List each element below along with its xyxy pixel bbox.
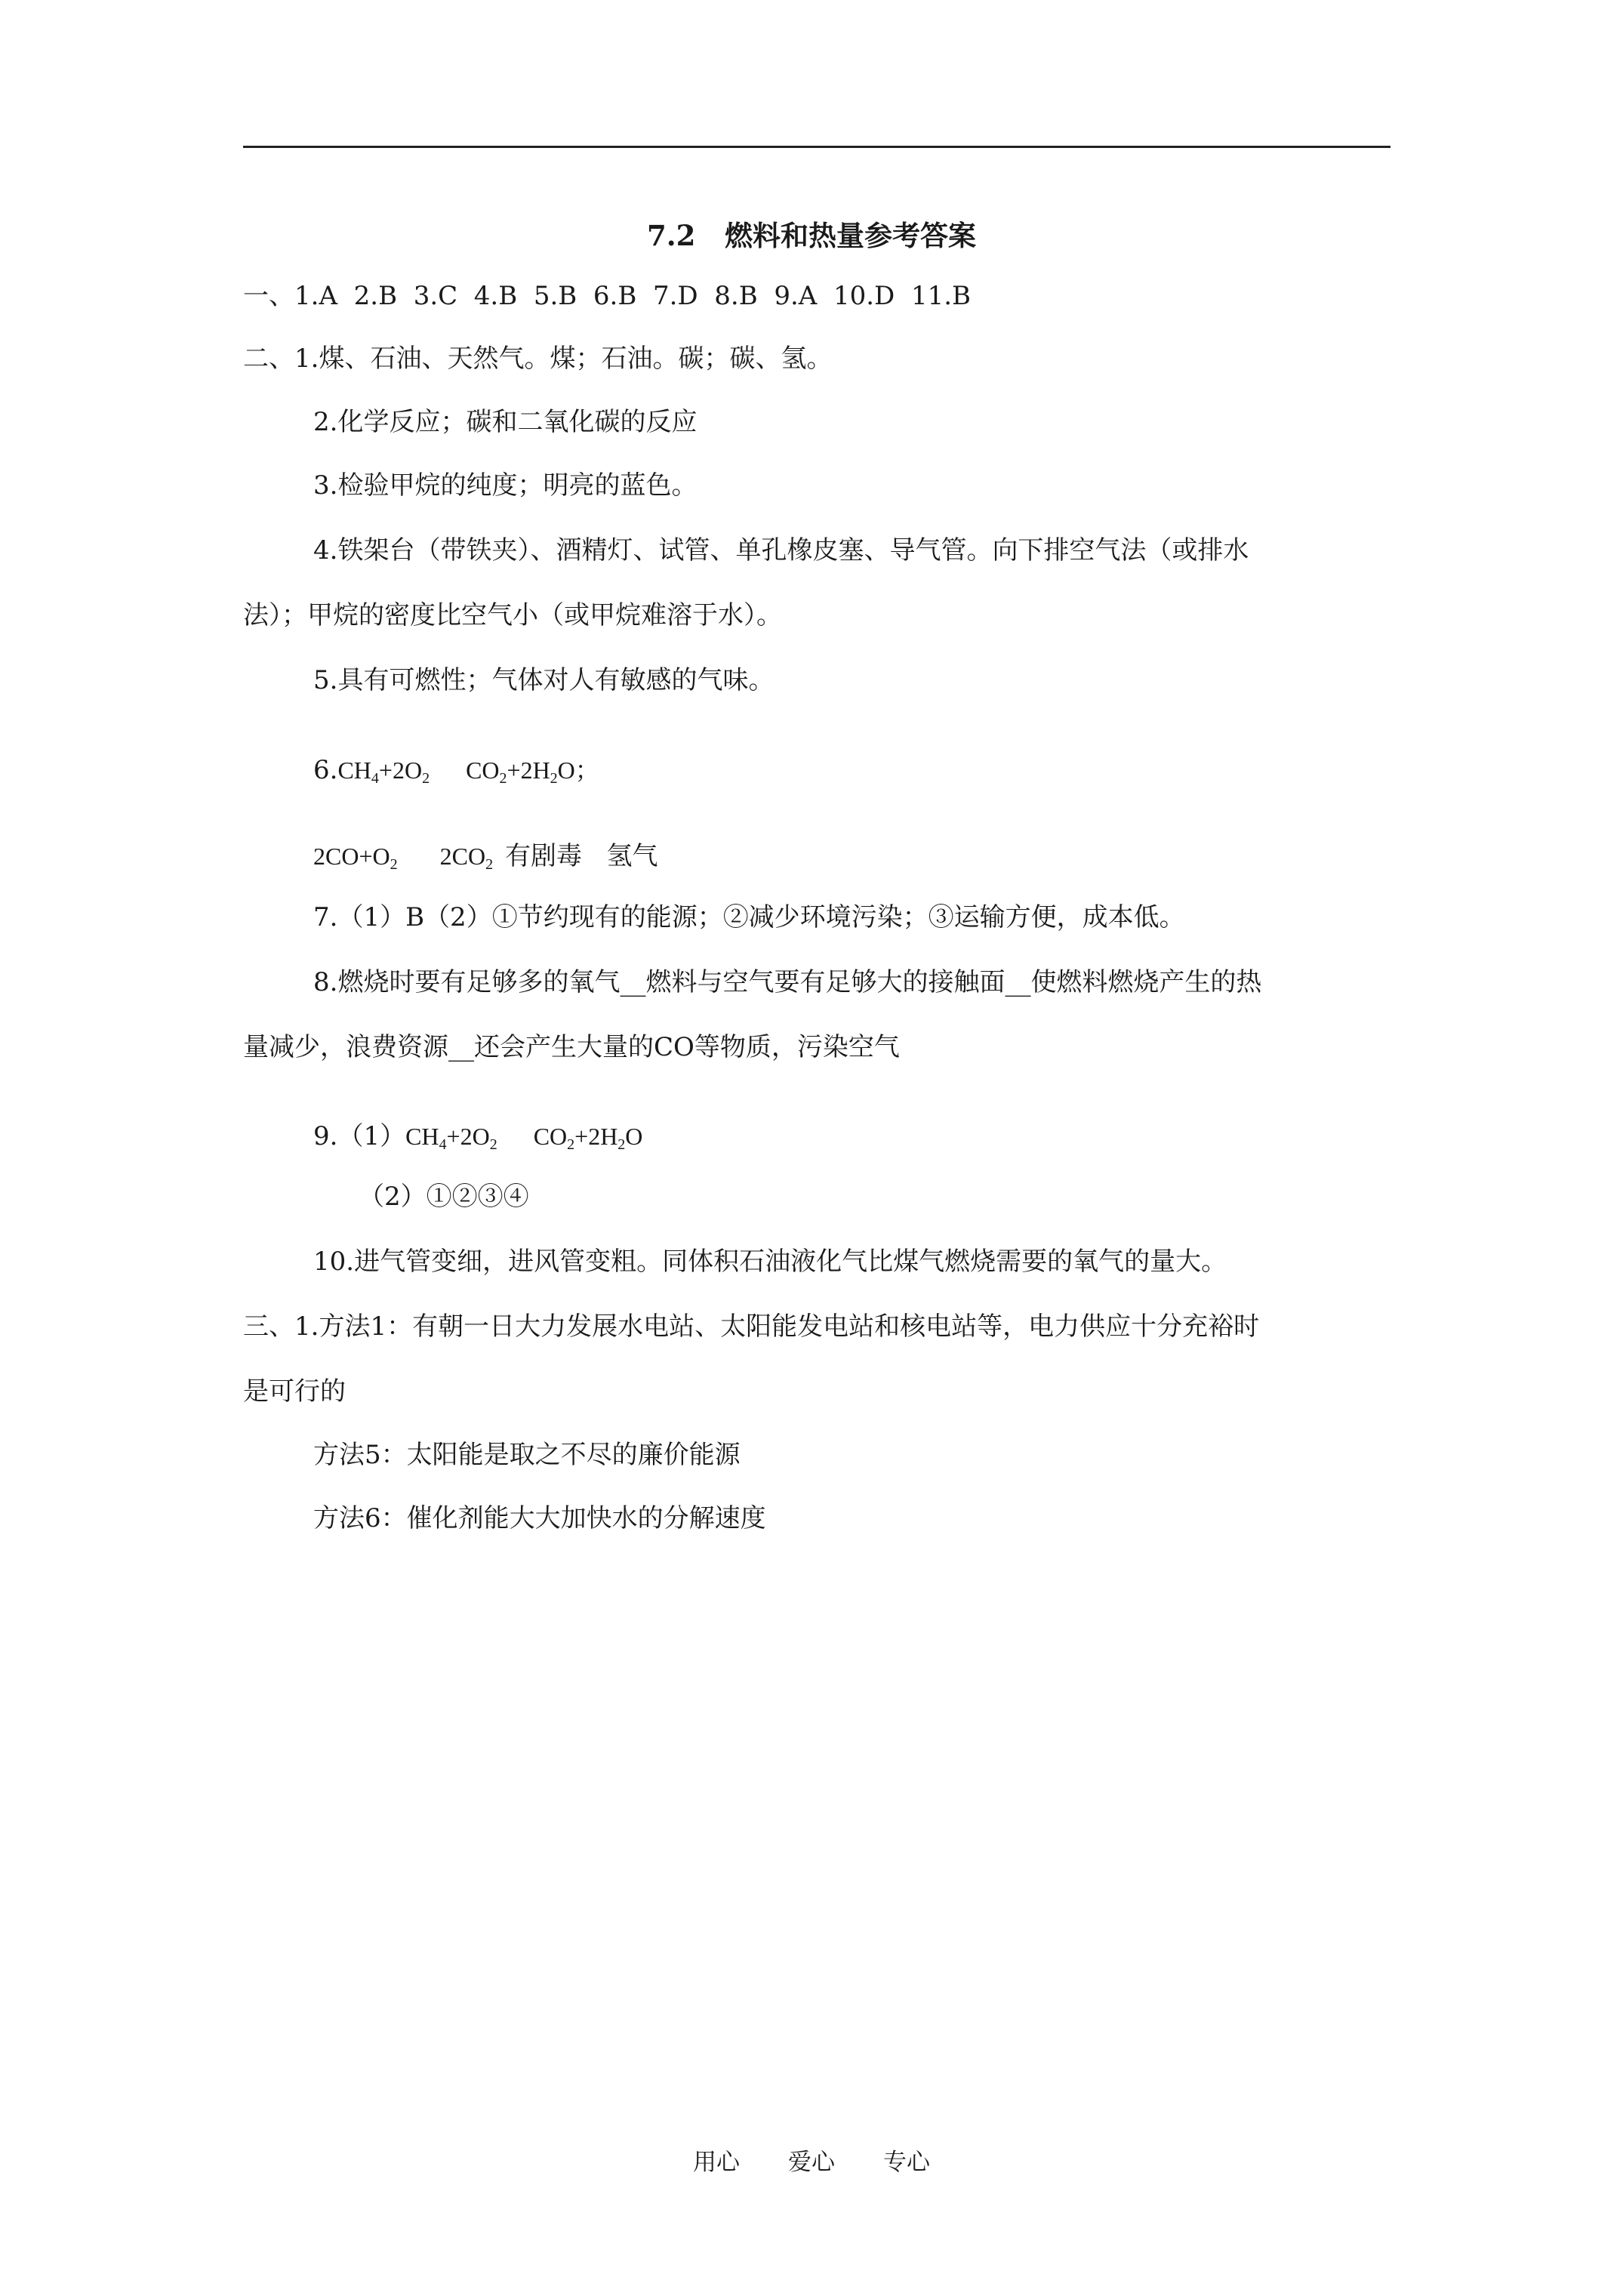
q6-eq2-products: $2CO_2$ (439, 843, 494, 873)
q6-number: 6. (313, 755, 338, 785)
answer-4: 4.B (473, 281, 518, 311)
s2-q8-line1: 8.燃烧时要有足够多的氧气__燃料与空气要有足够大的接触面__使燃料燃烧产生的热 (313, 967, 1262, 997)
s2-q1: 二、1.煤、石油、天然气。煤；石油。碳；碳、氢。 (243, 344, 833, 374)
q6-eq1-products: $CO_2+2H_2O$； (466, 757, 599, 787)
s2-q4-line2: 法）；甲烷的密度比空气小（或甲烷难溶于水）。 (243, 600, 782, 630)
page-title: 7.2 燃料和热量参考答案 (646, 219, 976, 252)
answer-2: 2.B (353, 281, 398, 311)
s2-q6-eq1 (313, 757, 599, 786)
s2-q4-line1: 4.铁架台（带铁夹）、酒精灯、试管、单孔橡皮塞、导气管。向下排空气法（或排水 (313, 535, 1249, 566)
answer-6: 6.B (593, 281, 637, 311)
header-rule (243, 146, 1390, 148)
answer-5: 5.B (533, 281, 577, 311)
s2-q9-eq (313, 1123, 642, 1152)
s2-q9-part2: （2）①②③④ (359, 1182, 529, 1212)
answer-1: 1.A (294, 281, 337, 311)
s2-q10: 10.进气管变细，进风管变粗。同体积石油液化气比煤气燃烧需要的氧气的量大。 (313, 1247, 1227, 1277)
answer-9: 9.A (774, 281, 818, 311)
footer-word-1: 用心 (693, 2149, 740, 2176)
section1-answers (243, 283, 971, 309)
q6-eq1-reactants: $CH_4+2O_2$ (337, 757, 430, 787)
q6-eq2-reactants: $2CO+O_2$ (313, 843, 398, 873)
q9-part1-label: 9.（1） (313, 1121, 406, 1151)
s2-q5: 5.具有可燃性；气体对人有敏感的气味。 (313, 665, 775, 695)
footer-word-3: 专心 (883, 2149, 930, 2176)
answer-10: 10.D (833, 281, 895, 311)
s3-method6: 方法6：催化剂能大大加快水的分解速度 (313, 1503, 766, 1533)
q9-eq-products: $CO_2+2H_2O$ (533, 1123, 643, 1153)
answer-7: 7.D (652, 281, 698, 311)
s3-method5: 方法5：太阳能是取之不尽的廉价能源 (313, 1440, 741, 1470)
q6-eq2-note: 有剧毒 氢气 (505, 841, 658, 871)
s3-method1-line1: 三、1.方法1：有朝一日大力发展水电站、太阳能发电站和核电站等，电力供应十分充裕时 (243, 1311, 1260, 1342)
s2-q3: 3.检验甲烷的纯度；明亮的蓝色。 (313, 470, 698, 501)
s3-method1-line2: 是可行的 (243, 1376, 346, 1407)
section1-prefix: 一、 (243, 281, 294, 311)
page-footer (0, 2143, 1623, 2177)
answer-8: 8.B (714, 281, 758, 311)
answer-11: 11.B (910, 281, 972, 311)
s2-q8-line2: 量减少，浪费资源__还会产生大量的CO等物质，污染空气 (243, 1032, 900, 1062)
answer-3: 3.C (413, 281, 458, 311)
s2-q6-eq2 (313, 843, 658, 872)
s2-q2: 2.化学反应；碳和二氧化碳的反应 (313, 407, 698, 437)
s2-q7: 7.（1）B（2）①节约现有的能源；②减少环境污染；③运输方便，成本低。 (313, 902, 1185, 932)
footer-word-2: 爱心 (788, 2149, 835, 2176)
q9-eq-reactants: $CH_4+2O_2$ (405, 1123, 497, 1153)
